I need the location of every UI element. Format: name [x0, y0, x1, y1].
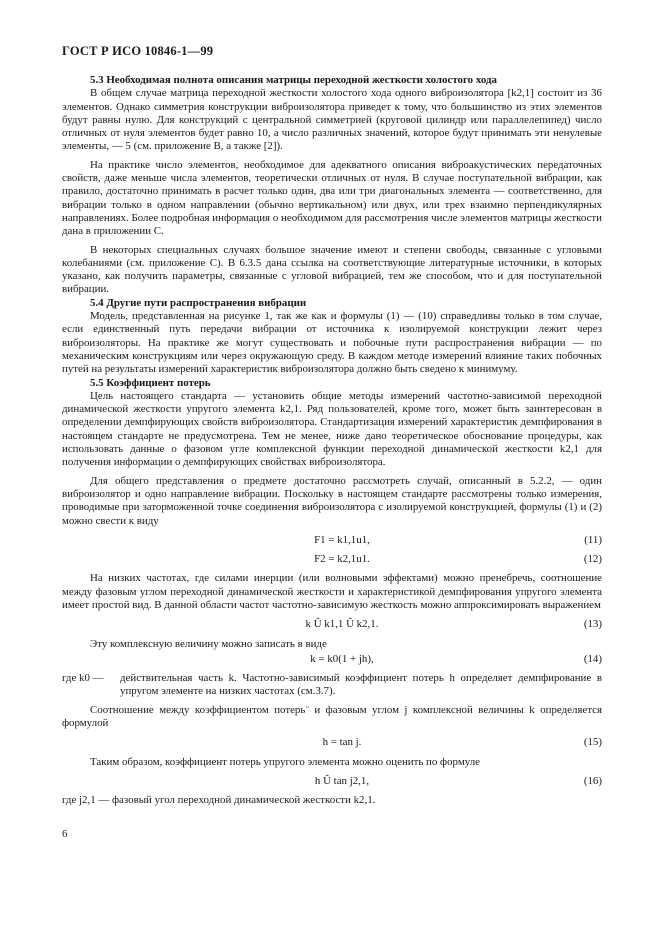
formula-14-number: (14): [583, 652, 602, 665]
formula-12-number: (12): [583, 553, 602, 566]
formula-14: [62, 653, 602, 666]
section-5-5-paragraph-5: Соотношение между коэффициентом потерь¨ и фазовым углом j комплексной величины k определяется формулой: [62, 703, 602, 730]
where-clause-k0: [62, 672, 602, 699]
formula-16-number: (16): [583, 774, 602, 787]
formula-12-expression: F2 = k2,1u1.: [314, 553, 370, 566]
formula-11-expression: F1 = k1,1u1,: [314, 533, 370, 546]
page-number: 6: [62, 828, 68, 840]
section-5-5-paragraph-1: Цель настоящего стандарта — установить общие методы измерений частотно-зависимой переходной динамической жесткости упругого элемента k2,1. Ряд пользователей, кроме того, может быть заинтересован в определении демпфирующих свойств виброизолятора. Стандартизация измерений характеристик демпфирования в настоящем стандарте не предусмотрена. Тем не менее, ниже дано теоретическое обоснование процедуры, как использовать данные о фазовом угле комплексной функции переходной динамической жесткости k2,1 для получения информации о демпфирующих свойствах виброизолятора.: [62, 389, 602, 469]
formula-15-number: (15): [583, 736, 602, 749]
section-5-4-title: 5.4 Другие пути распространения вибрации: [90, 296, 307, 309]
section-5-5-paragraph-4: Эту комплексную величину можно записать в виде: [90, 637, 327, 650]
section-5-3-paragraph-1: В общем случае матрица переходной жесткости холостого хода одного виброизолятора [k2,1] состоит из 36 элементов. Однако симметрия конструкции виброизолятора приведет к тому, что большинство из этих элементов будут равны нулю. Для конструкций с центральной симметрией (круговой цилиндр или параллелепипед) число отличных от нуля элементов будет равно 10, а число различных значений, которое будут принимать эти ненулевые элементы, — 5 (см. приложение В, а также [2]).: [62, 87, 602, 153]
section-5-3-title: 5.3 Необходимая полнота описания матрицы переходной жесткости холостого хода: [90, 74, 497, 86]
where-clause-k0-text: действительная часть k. Частотно-зависимый коэффициент потерь h определяет демпфирование в упругом элементе на низких частотах (см.3.7).: [120, 672, 602, 698]
formula-14-expression: k = k0(1 + jh),: [310, 652, 374, 665]
formula-16-expression: h Û tan j2,1,: [314, 774, 370, 787]
where-clause-k0-label: где k0 —: [62, 672, 104, 685]
section-5-3-paragraph-3: В некоторых специальных случаях большое значение имеют и степени свободы, связанные с угловыми колебаниями (см. приложение С). В 6.3.5 дана ссылка на соответствующие литературные источники, в которых указано, как получить параметры, связанные с угловой вибрацией, тем же способом, что и для поступательной вибрации.: [62, 243, 602, 296]
section-5-5-paragraph-2: Для общего представления о предмете достаточно рассмотреть случай, описанный в 5.2.2, — один виброизолятор и одно направление вибрации. Поскольку в настоящем стандарте рассмотрены только измерения, проводимые при заторможенной точке соединения виброизолятора с изолируемой конструкцией, формулы (1) и (2) можно свести к виду: [62, 474, 602, 527]
section-5-4-paragraph-1: Модель, представленная на рисунке 1, так же как и формулы (1) — (10) справедливы только в том случае, если единственный путь передачи вибрации от источника к изолируемой конструкции лежит через виброизоляторы. На практике же могут существовать и побочные пути распространения вибрации — по механическим конструкциям или через окружающую среду. В каждом методе измерений влияние таких побочных путей на результаты измерений характеристик виброизолятора должно быть сведено к минимуму.: [62, 310, 602, 376]
formula-13-number: (13): [583, 618, 602, 631]
standard-header: ГОСТ Р ИСО 10846-1—99: [62, 44, 214, 58]
formula-12: [62, 553, 602, 566]
formula-11-number: (11): [584, 533, 602, 546]
formula-16: [62, 775, 602, 788]
section-5-5-paragraph-3: На низких частотах, где силами инерции (или волновыми эффектами) можно пренебречь, соотношение между фазовым углом переходной динамической жесткости и характеристикой демпфирования упругого элемента имеет простой вид. В данной области частот частотно-зависимую жесткость можно аппроксимировать выражением: [62, 572, 602, 611]
where-clause-phase-angle: где j2,1 — фазовый угол переходной динамической жесткости k2,1.: [62, 794, 376, 807]
section-5-3-paragraph-2: На практике число элементов, необходимое для адекватного описания виброакустических передаточных свойств, даже меньше числа элементов, теоретически отличных от нуля. В случае поступательной вибрации, как правило, достаточно принимать в расчет только один, два или три диагональных элемента — соответственно, для вибрации только в одном направлении (обычно вертикальном) или двух, или трех взаимно перпендикулярных направлениях. Более подробная информация о необходимом для рассмотрения числе элементов матрицы жесткости дана в приложении С.: [62, 158, 602, 238]
section-5-5-paragraph-6: Таким образом, коэффициент потерь упругого элемента можно оценить по формуле: [90, 755, 480, 768]
section-5-5-title: 5.5 Коэффициент потерь: [90, 376, 211, 389]
formula-15-expression: h = tan j.: [322, 736, 362, 749]
formula-11: [62, 534, 602, 547]
formula-13-expression: k Û k1,1 Û k2,1.: [305, 618, 379, 631]
formula-13: [62, 618, 602, 631]
formula-15: [62, 736, 602, 749]
page-content: [62, 74, 602, 808]
